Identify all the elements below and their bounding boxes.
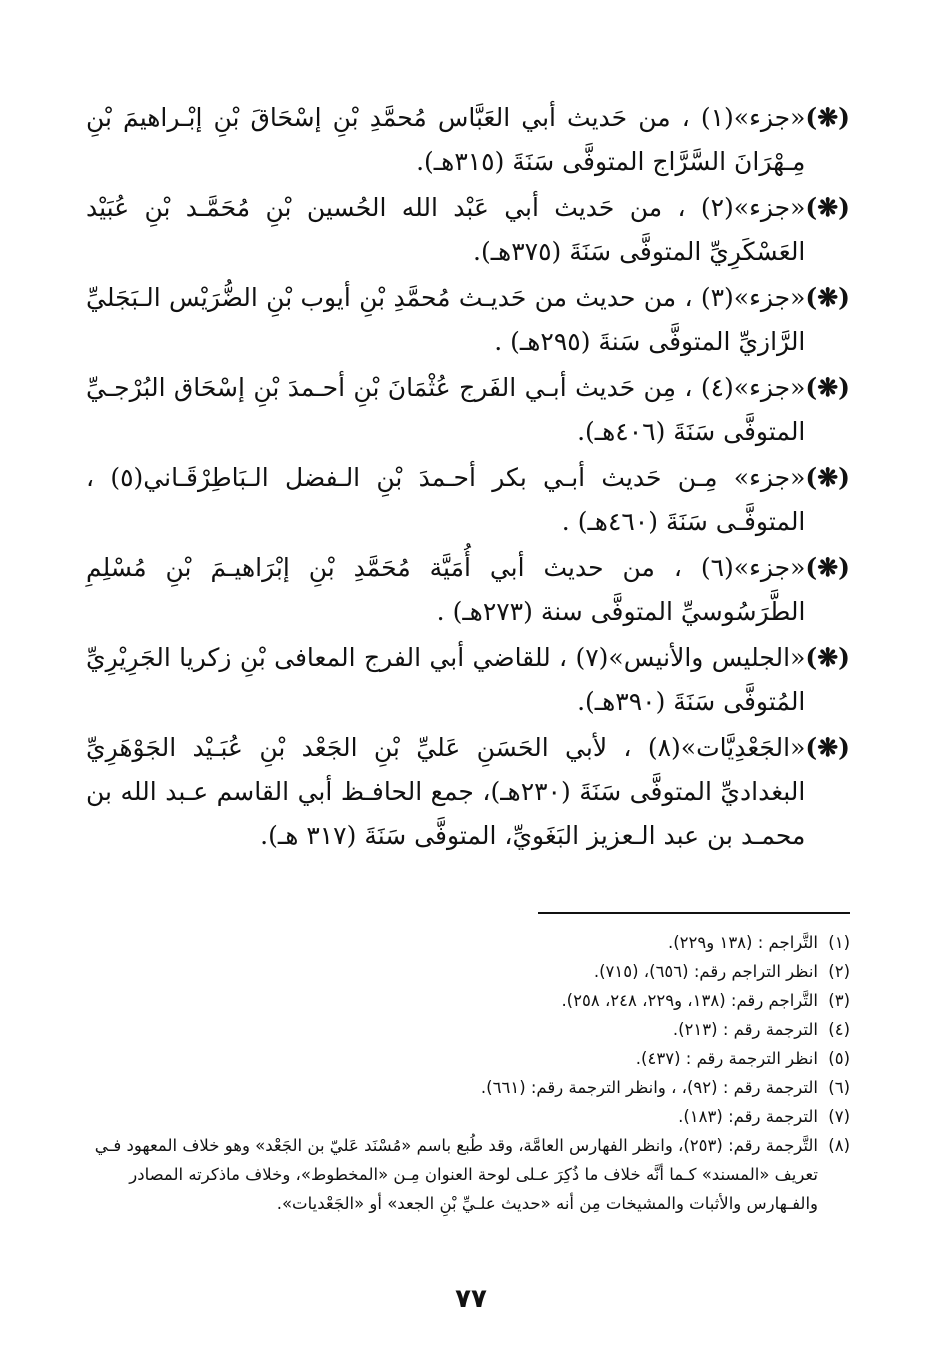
entry-bullet: (❋)	[805, 283, 850, 312]
entry-text: «جزء»(٤) ، مِن حَديث أبـي الفَرج عُثْمَانَ بْنِ أحـمدَ بْنِ إسْحَاق البُرْجـيِّ المتوفَّى سَنَةَ (٤٠٦هـ).	[86, 373, 806, 446]
entry-text: «جزء»(٦) ، من حديث أبي أُمَيَّة مُحَمَّدِ بْنِ إبْرَاهيـمَ بْنِ مُسْلِمِ الطَّرَسُوسيِّ المتوفَّى سنة (٢٧٣هـ) .	[86, 553, 806, 626]
footnote	[86, 1073, 850, 1102]
footnote-number: (٦)	[828, 1078, 850, 1097]
footnote	[86, 1102, 850, 1131]
footnote	[86, 986, 850, 1015]
entry	[86, 186, 850, 274]
entry-text: «جزء»(٣) ، من حديث من حَديـث مُحمَّدِ بْنِ أيوب بْنِ الضُّرَيْس الـبَجَليِّ الرَّازيِّ المتوفَّى سَنةَ (٢٩٥هـ) .	[86, 283, 806, 356]
entry	[86, 636, 850, 724]
footnote-number: (٢)	[828, 962, 850, 981]
footnote-text: التَّراجم رقم: (١٣٨، و٢٢٩، ٢٤٨، ٢٥٨).	[561, 991, 818, 1010]
entry-bullet: (❋)	[805, 373, 850, 402]
entry-bullet: (❋)	[805, 103, 850, 132]
entry-bullet: (❋)	[805, 463, 850, 492]
footnote-text: التَّراجم : (١٣٨ و٢٢٩).	[667, 933, 818, 952]
entry	[86, 456, 850, 544]
footnote-text: الترجمة رقم : (٩٢)، ، وانظر الترجمة رقم: (٦٦١).	[480, 1078, 818, 1097]
entry-text: «جزء»(٢) ، من حَديث أبي عَبْد الله الحُسين بْنِ مُحَمَّـد بْنِ عُبَيْد العَسْكَرِيِّ المتوفَّى سَنَةَ (٣٧٥هـ).	[86, 193, 806, 266]
entry-bullet: (❋)	[805, 643, 850, 672]
footnote-number: (١)	[828, 933, 850, 952]
footnote-number: (٧)	[828, 1107, 850, 1126]
footnote-number: (٨)	[828, 1136, 850, 1155]
footnote	[86, 928, 850, 957]
entry	[86, 96, 850, 184]
footnote	[86, 1044, 850, 1073]
entry-text: «جزء»(١) ، من حَديث أبي العَبَّاس مُحمَّدِ بْنِ إسْحَاقَ بْنِ إبْـراهيمَ بْنِ مِـهْرَانَ السَّرَّاج المتوفَّى سَنَةَ (٣١٥هـ).	[86, 103, 806, 176]
footnote-text: الترجمة رقم: (١٨٣).	[678, 1107, 818, 1126]
entry-text: «الجَعْدِيَّات»(٨) ، لأبي الحَسَنِ عَليِّ بْنِ الجَعْد بْنِ عُبَـيْد الجَوْهَرِيِّ البغداديِّ المتوفَّى سَنَةَ (٢٣٠هـ)، جمع الحافـظ أبي القاسم عـبد الله بن محمـد بن عبد الـعزيز البَغَويِّ، المتوفَّى سَنَةَ (٣١٧ هـ).	[86, 733, 806, 850]
footnote	[86, 1015, 850, 1044]
footnote-number: (٣)	[828, 991, 850, 1010]
footnote-divider	[538, 912, 850, 914]
footnote-text: انظر التراجم رقم: (٦٥٦)، (٧١٥).	[593, 962, 818, 981]
entry	[86, 546, 850, 634]
entry-text: «جزء» مِـن حَديث أبـي بكر أحـمدَ بْنِ الـفضل الـبَاطِرْقَـاني(٥) ، المتوفَّـى سَنَةَ (٤٦٠هـ) .	[86, 463, 806, 536]
footnote-text: انظر الترجمة رقم : (٤٣٧).	[635, 1049, 818, 1068]
footnote	[86, 957, 850, 986]
entry-bullet: (❋)	[805, 193, 850, 222]
footnote	[86, 1131, 850, 1218]
entries-list	[86, 96, 850, 860]
entry-bullet: (❋)	[805, 733, 850, 762]
footnote-number: (٥)	[828, 1049, 850, 1068]
footnote-text: التَّرجمة رقم: (٢٥٣)، وانظر الفهارس العامَّة، وقد طُبع باسم «مُسْنَد عَليّ بن الجَعْد» وهو خلاف المعهود فـي تعريف «المسند» كـما أنَّه خلاف ما ذُكِرَ عـلى لوحة العنوان مِـن «المخطوط»، وخلاف ماذكرته المصادر والفـهارس والأثبات والمشيخات مِن أنه «حديث علـيِّ بْنِ الجعد» أو «الجَعْديات».	[94, 1136, 818, 1213]
footnote-number: (٤)	[828, 1020, 850, 1039]
entry	[86, 276, 850, 364]
entry	[86, 366, 850, 454]
footnotes-list	[86, 928, 850, 1218]
entry-text: «الجليس والأنيس»(٧) ، للقاضي أبي الفرج المعافى بْنِ زكريا الجَرِيْرِيِّ المُتوفَّى سَنَةَ (٣٩٠هـ).	[86, 643, 806, 716]
page-number: ٧٧	[455, 1284, 487, 1314]
footnote-text: الترجمة رقم : (٢١٣).	[672, 1020, 818, 1039]
entry-bullet: (❋)	[805, 553, 850, 582]
entry	[86, 726, 850, 858]
